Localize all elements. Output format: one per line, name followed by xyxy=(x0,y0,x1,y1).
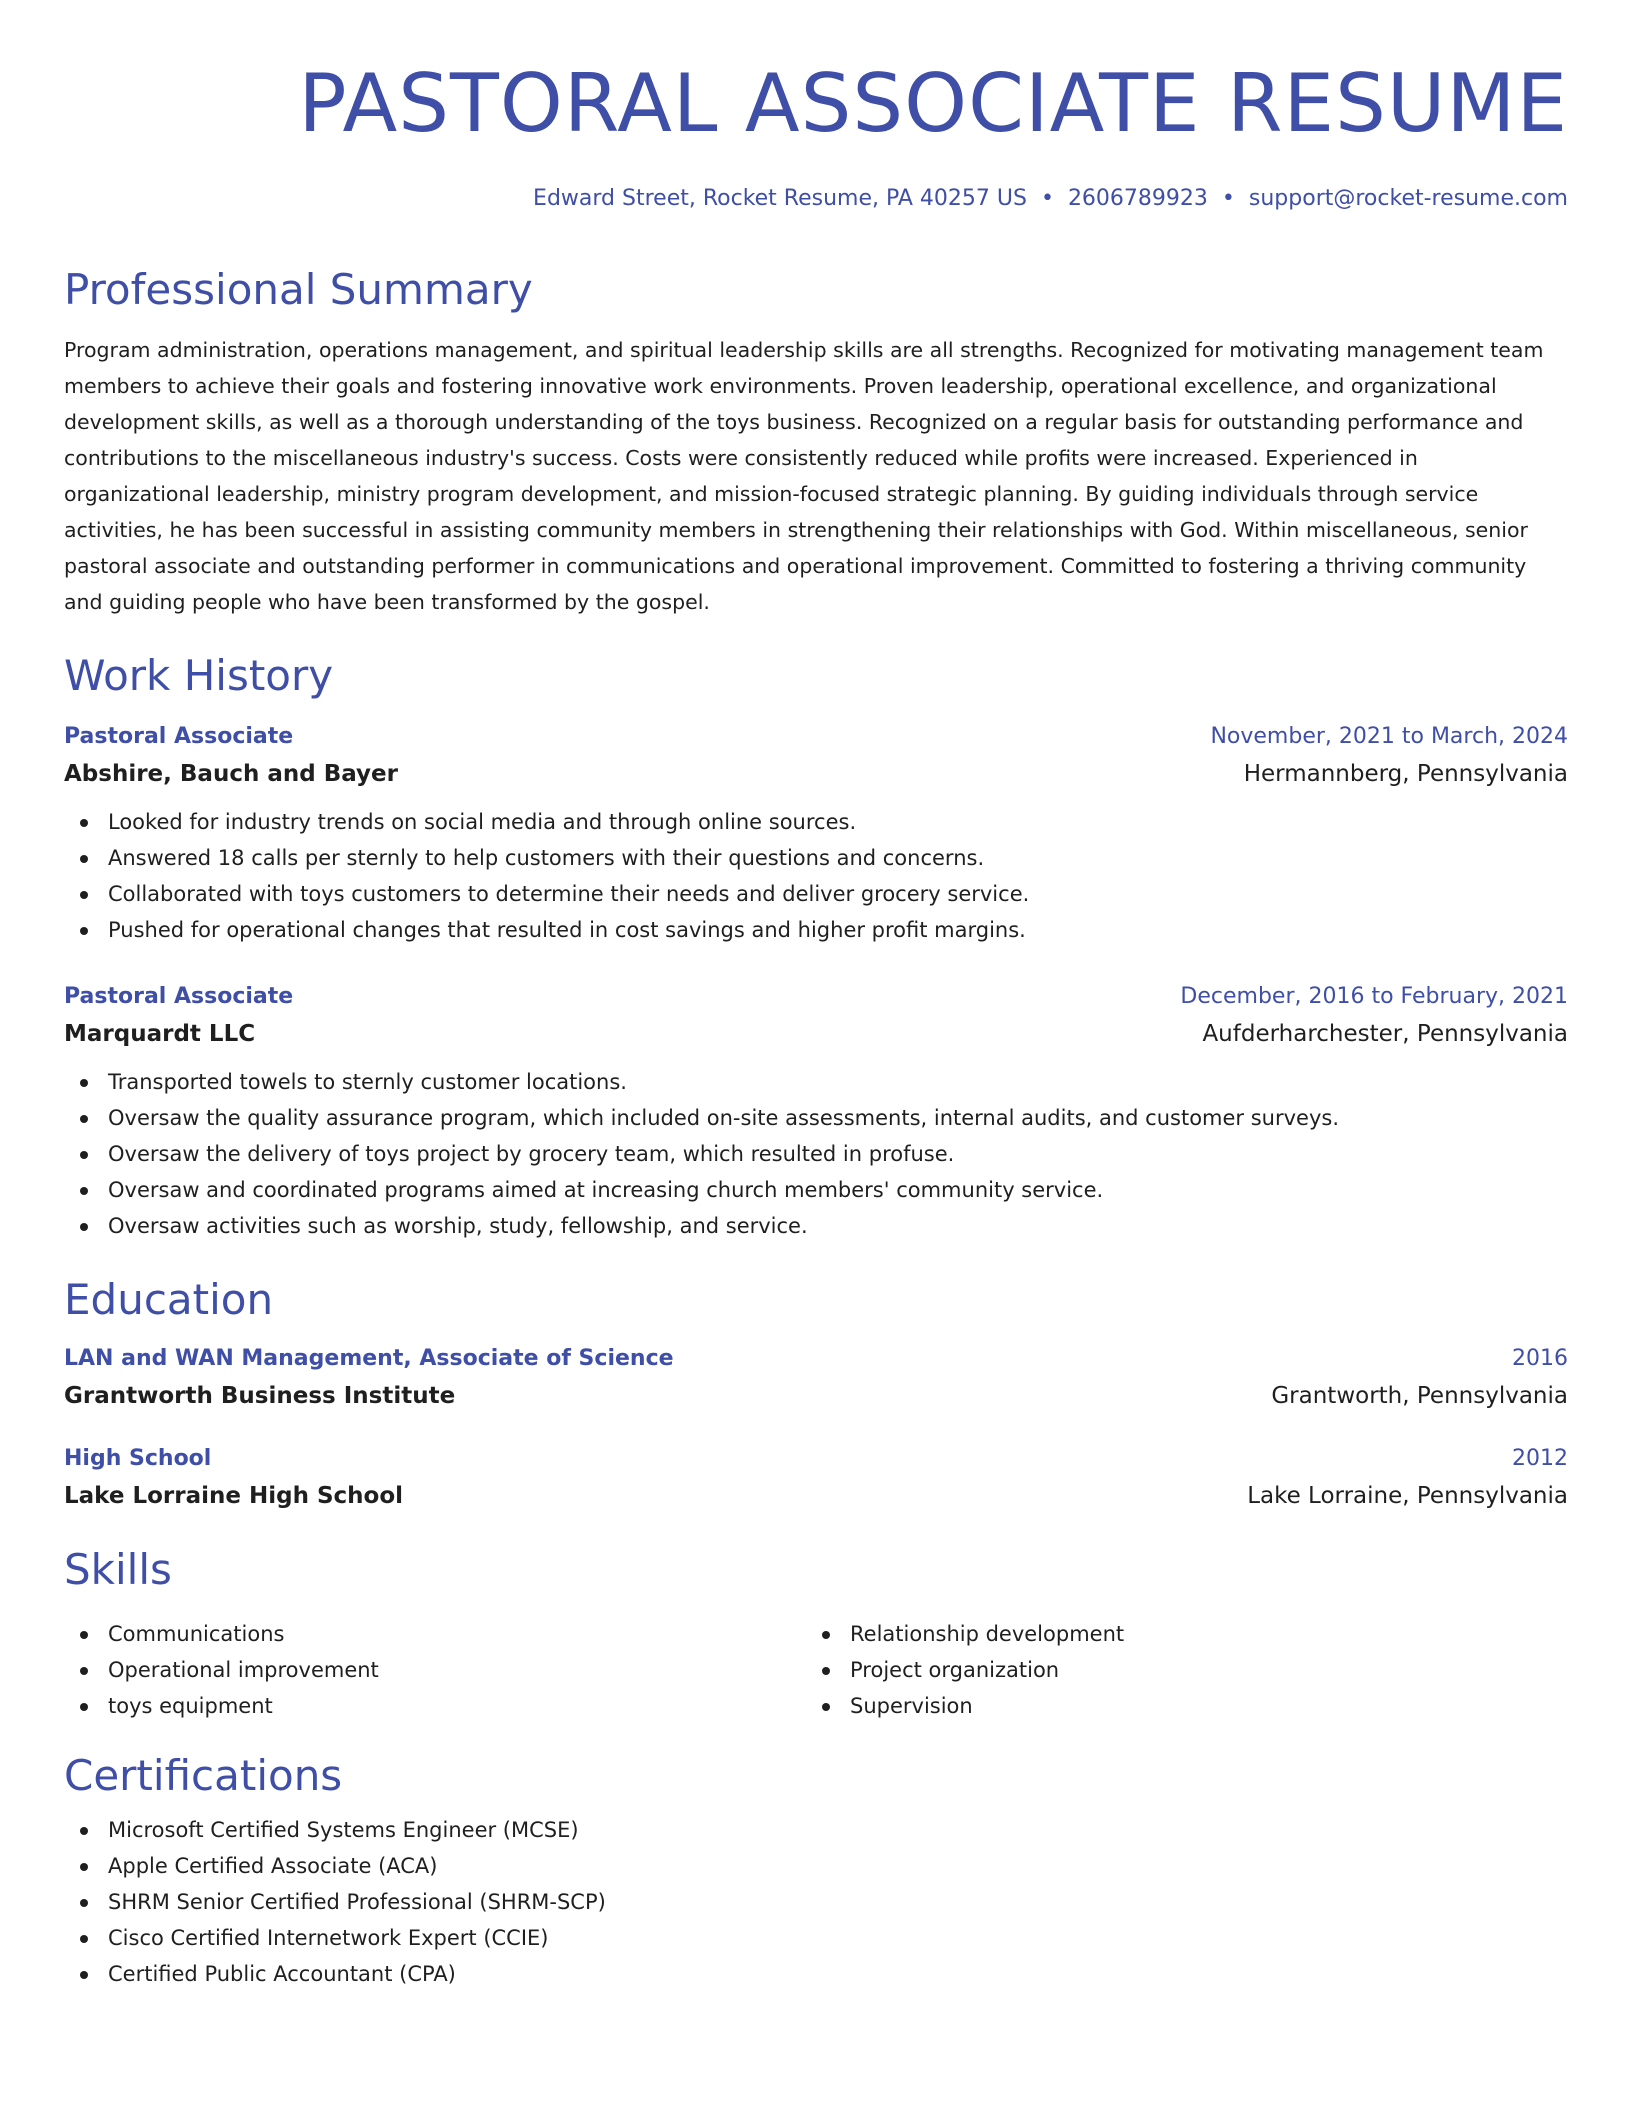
certifications-heading: Certifications xyxy=(64,1751,343,1800)
list-item: Operational improvement xyxy=(64,1652,806,1688)
list-item: Relationship development xyxy=(806,1616,1548,1652)
contact-email: support@rocket-resume.com xyxy=(1248,186,1568,211)
work-history-heading: Work History xyxy=(64,651,334,700)
education-year: 2012 xyxy=(1512,1446,1568,1471)
education-entry xyxy=(64,1342,1568,1416)
summary-heading: Professional Summary xyxy=(64,265,533,314)
certifications-section xyxy=(64,1750,1568,1992)
contact-separator: • xyxy=(1221,186,1235,211)
skills-grid xyxy=(64,1606,1568,1724)
skills-column-left xyxy=(64,1616,806,1724)
job-location: Aufderharchester, Pennsylvania xyxy=(1202,1021,1568,1047)
education-section xyxy=(64,1274,1568,1516)
skills-section xyxy=(64,1544,1568,1724)
degree-title: LAN and WAN Management, Associate of Science xyxy=(64,1346,674,1371)
certifications-list xyxy=(64,1812,1568,1992)
job-bullets xyxy=(64,1064,1568,1244)
list-item: SHRM Senior Certified Professional (SHRM-SCP) xyxy=(64,1884,1568,1920)
education-entry xyxy=(64,1442,1568,1516)
list-item: Transported towels to sternly customer locations. xyxy=(64,1064,1568,1100)
school-name: Lake Lorraine High School xyxy=(64,1483,404,1509)
skills-column-right xyxy=(806,1616,1548,1724)
list-item: toys equipment xyxy=(64,1688,806,1724)
list-item: Communications xyxy=(64,1616,806,1652)
job-dates: November, 2021 to March, 2024 xyxy=(1210,724,1568,749)
contact-address: Edward Street, Rocket Resume, PA 40257 US xyxy=(533,186,1027,211)
education-year: 2016 xyxy=(1512,1346,1568,1371)
list-item: Collaborated with toys customers to determine their needs and deliver grocery service. xyxy=(64,876,1568,912)
school-location: Grantworth, Pennsylvania xyxy=(1271,1383,1568,1409)
list-item: Cisco Certified Internetwork Expert (CCIE) xyxy=(64,1920,1568,1956)
summary-section xyxy=(64,264,1568,620)
list-item: Oversaw and coordinated programs aimed at increasing church members' community service. xyxy=(64,1172,1568,1208)
contact-separator: • xyxy=(1040,186,1054,211)
list-item: Oversaw activities such as worship, study, fellowship, and service. xyxy=(64,1208,1568,1244)
resume-header xyxy=(64,56,1568,214)
list-item: Oversaw the quality assurance program, which included on-site assessments, internal audits, and customer surveys. xyxy=(64,1100,1568,1136)
list-item: Project organization xyxy=(806,1652,1548,1688)
contact-phone: 2606789923 xyxy=(1067,186,1208,211)
list-item: Apple Certified Associate (ACA) xyxy=(64,1848,1568,1884)
work-history-section xyxy=(64,650,1568,1244)
school-location: Lake Lorraine, Pennsylvania xyxy=(1247,1483,1568,1509)
list-item: Supervision xyxy=(806,1688,1548,1724)
job-entry xyxy=(64,720,1568,948)
school-name: Grantworth Business Institute xyxy=(64,1383,456,1409)
list-item: Microsoft Certified Systems Engineer (MCSE) xyxy=(64,1812,1568,1848)
job-location: Hermannberg, Pennsylvania xyxy=(1243,761,1568,787)
job-company: Marquardt LLC xyxy=(64,1021,256,1047)
job-company: Abshire, Bauch and Bayer xyxy=(64,761,398,787)
contact-line xyxy=(64,184,1568,214)
summary-text: Program administration, operations management, and spiritual leadership skills are all strengths. Recognized for motivating management team members to achieve their goals and fostering innovative work environments. Proven leadership, operational excellence, and organizational development skills, as well as a thorough understanding of the toys business. Recognized on a regular basis for outstanding performance and contributions to the miscellaneous industry's success. Costs were consistently reduced while profits were increased. Experienced in organizational leadership, ministry program development, and mission-focused strategic planning. By guiding individuals through service activities, he has been successful in assisting community members in strengthening their relationships with God. Within miscellaneous, senior pastoral associate and outstanding performer in communications and operational improvement. Committed to fostering a thriving community and guiding people who have been transformed by the gospel. xyxy=(64,338,1544,614)
list-item: Pushed for operational changes that resulted in cost savings and higher profit margins. xyxy=(64,912,1568,948)
degree-title: High School xyxy=(64,1446,212,1471)
skills-heading: Skills xyxy=(64,1545,172,1594)
list-item: Certified Public Accountant (CPA) xyxy=(64,1956,1568,1992)
job-title: Pastoral Associate xyxy=(64,984,294,1009)
job-dates: December, 2016 to February, 2021 xyxy=(1180,984,1568,1009)
resume-title: PASTORAL ASSOCIATE RESUME xyxy=(298,57,1568,150)
education-heading: Education xyxy=(64,1275,274,1324)
list-item: Looked for industry trends on social media and through online sources. xyxy=(64,804,1568,840)
job-bullets xyxy=(64,804,1568,948)
job-entry xyxy=(64,980,1568,1244)
job-title: Pastoral Associate xyxy=(64,724,294,749)
list-item: Answered 18 calls per sternly to help customers with their questions and concerns. xyxy=(64,840,1568,876)
list-item: Oversaw the delivery of toys project by grocery team, which resulted in profuse. xyxy=(64,1136,1568,1172)
